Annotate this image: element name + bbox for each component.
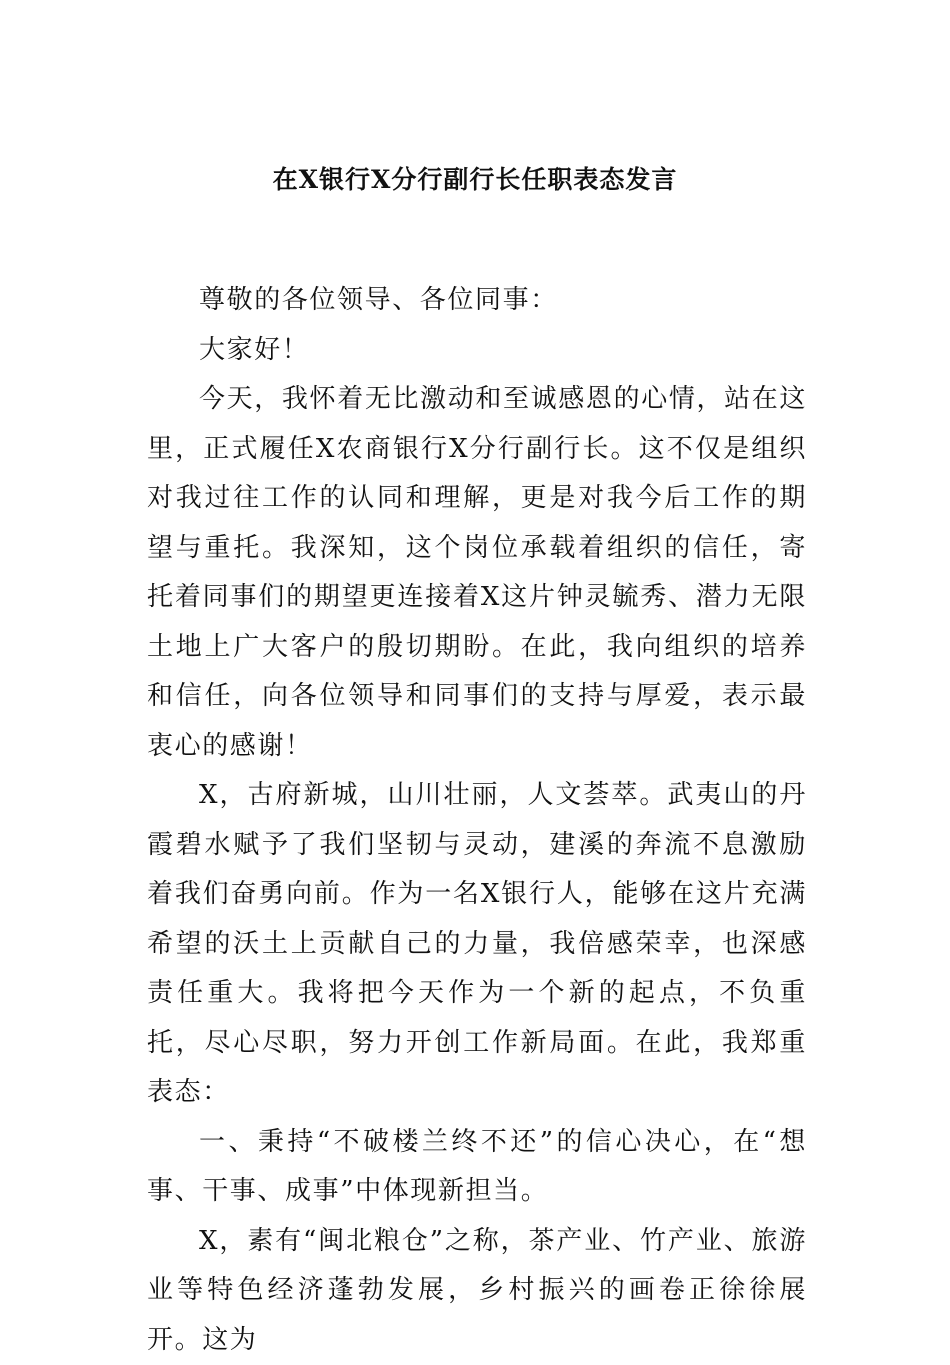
body-paragraph: X，素有“闽北粮仓”之称，茶产业、竹产业、旅游业等特色经济蓬勃发展，乡村振兴的画卷正徐徐展开。这为 (147, 1217, 807, 1365)
document-body (147, 276, 807, 1365)
greeting-paragraph: 大家好！ (147, 326, 807, 376)
document-title: 在X银行X分行副行长任职表态发言 (0, 160, 950, 200)
salutation-paragraph: 尊敬的各位领导、各位同事： (147, 276, 807, 326)
body-paragraph: X，古府新城，山川壮丽，人文荟萃。武夷山的丹霞碧水赋予了我们坚韧与灵动，建溪的奔流不息激励着我们奋勇向前。作为一名X银行人，能够在这片充满希望的沃土上贡献自己的力量，我倍感荣幸，也深感责任重大。我将把今天作为一个新的起点，不负重托，尽心尽职，努力开创工作新局面。在此，我郑重表态： (147, 771, 807, 1118)
body-paragraph: 今天，我怀着无比激动和至诚感恩的心情，站在这里，正式履任X农商银行X分行副行长。这不仅是组织对我过往工作的认同和理解，更是对我今后工作的期望与重托。我深知，这个岗位承载着组织的信任，寄托着同事们的期望更连接着X这片钟灵毓秀、潜力无限土地上广大客户的殷切期盼。在此，我向组织的培养和信任，向各位领导和同事们的支持与厚爱，表示最衷心的感谢！ (147, 375, 807, 771)
section-heading-paragraph: 一、秉持“不破楼兰终不还”的信心决心，在“想事、干事、成事”中体现新担当。 (147, 1118, 807, 1217)
